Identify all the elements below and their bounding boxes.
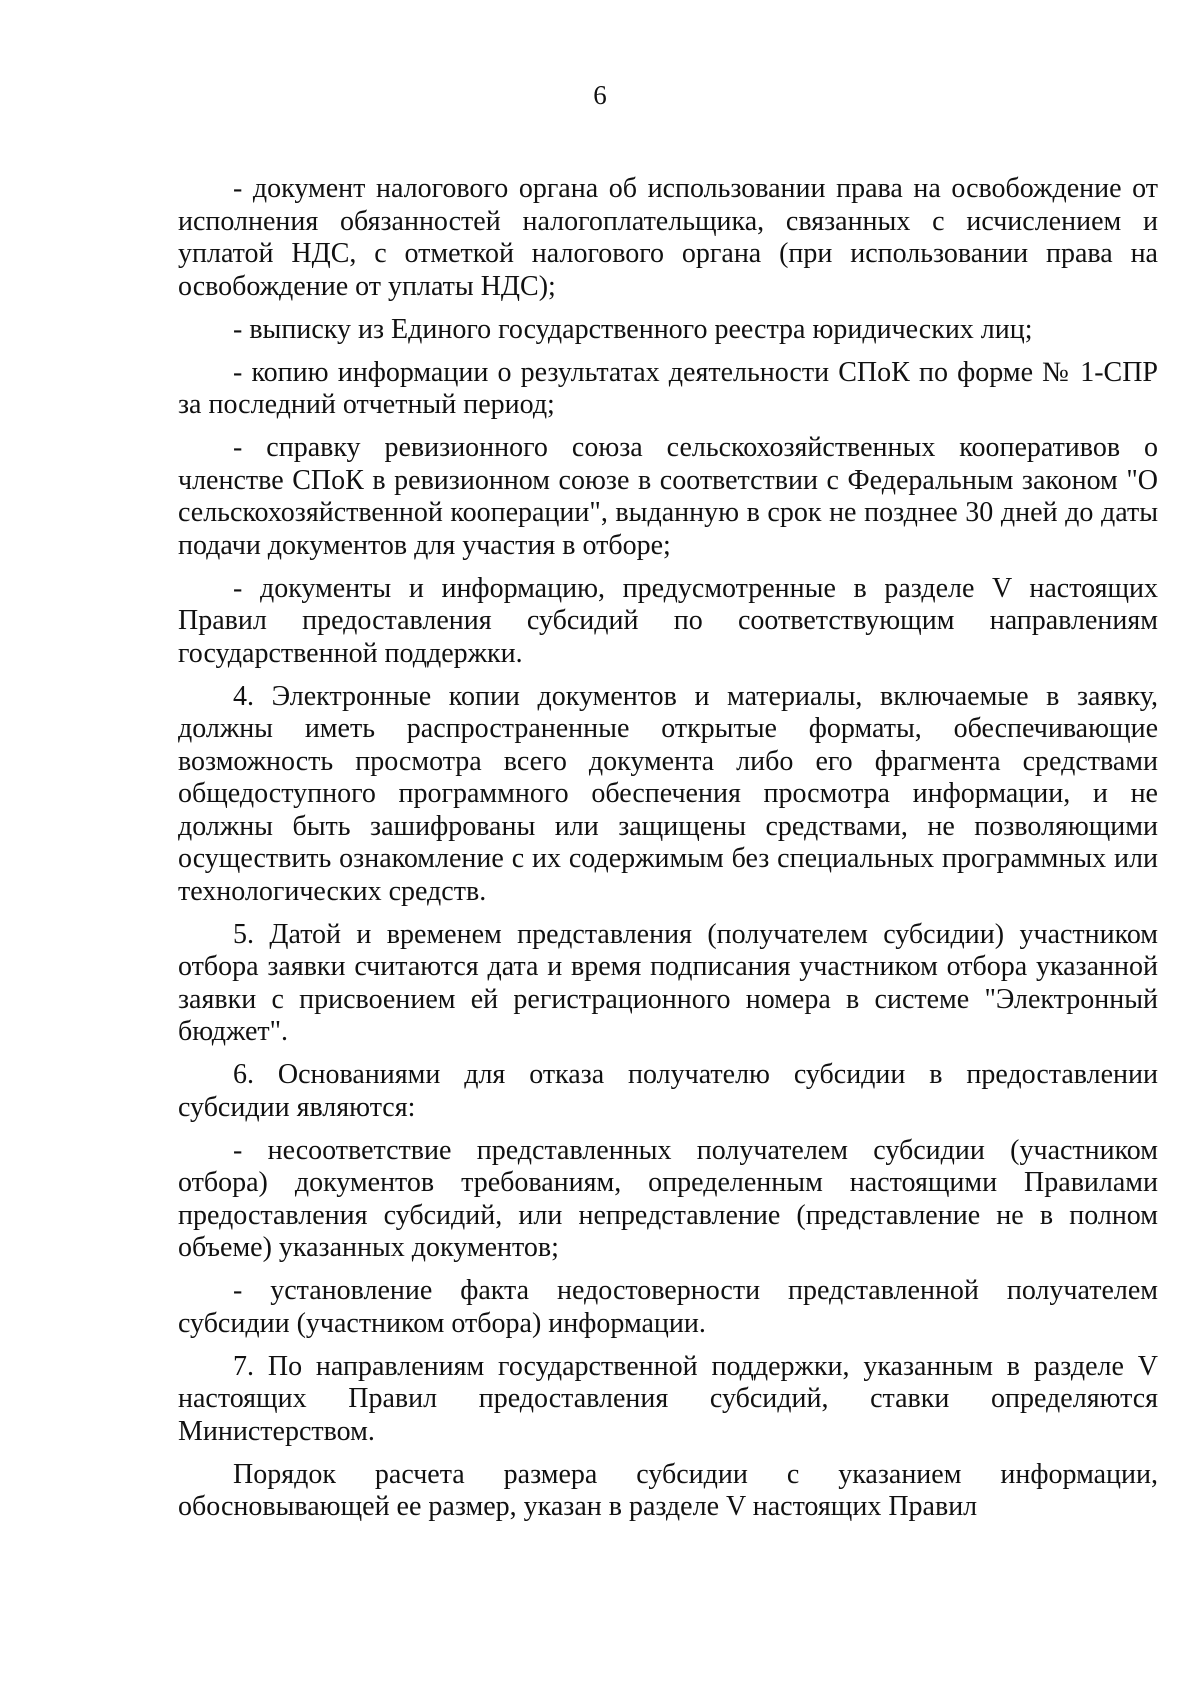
paragraph-item-6-refusal-grounds: 6. Основаниями для отказа получателю субсидии в предоставлении субсидии являются: bbox=[178, 1059, 1158, 1123]
paragraph-unreliable-information: - установление факта недостоверности представленной получателем субсидии (участником отбора) информации. bbox=[178, 1275, 1158, 1339]
paragraph-audit-union-certificate: - справку ревизионного союза сельскохозяйственных кооперативов о членстве СПоК в ревизионном союзе в соответствии с Федеральным законом "О сельскохозяйственной кооперации", выданную в срок не позднее 30 дней до даты подачи документов для участия в отборе; bbox=[178, 432, 1158, 561]
paragraph-documents-nonconformity: - несоответствие представленных получателем субсидии (участником отбора) документов требованиям, определенным настоящими Правилами предоставления субсидий, или непредставление (представление не в полном объеме) указанных документов; bbox=[178, 1134, 1158, 1263]
document-body bbox=[178, 173, 1158, 1534]
paragraph-item-4-electronic-copies: 4. Электронные копии документов и материалы, включаемые в заявку, должны иметь распространенные открытые форматы, обеспечивающие возможность просмотра всего документа либо его фрагмента средствами общедоступного программного обеспечения просмотра информации, и не должны быть зашифрованы или защищены средствами, не позволяющими осуществить ознакомление с их содержимым без специальных программных или технологических средств. bbox=[178, 680, 1158, 907]
paragraph-legal-entities-register-extract: - выписку из Единого государственного реестра юридических лиц; bbox=[233, 313, 1033, 345]
paragraph-spok-activity-report: - копию информации о результатах деятельности СПоК по форме № 1-СПР за последний отчетный период; bbox=[178, 356, 1158, 420]
paragraph-section-v-documents: - документы и информацию, предусмотренные в разделе V настоящих Правил предоставления субсидий по соответствующим направлениям государственной поддержки. bbox=[178, 572, 1158, 669]
paragraph-subsidy-calculation-order: Порядок расчета размера субсидии с указанием информации, обосновывающей ее размер, указан в разделе V настоящих Правил bbox=[178, 1458, 1158, 1522]
paragraph-tax-exemption-document: - документ налогового органа об использовании права на освобождение от исполнения обязанностей налогоплательщика, связанных с исчислением и уплатой НДС, с отметкой налогового органа (при использовании права на освобождение от уплаты НДС); bbox=[178, 173, 1158, 302]
page-number: 6 bbox=[593, 80, 607, 110]
paragraph-item-7-rates: 7. По направлениям государственной поддержки, указанным в разделе V настоящих Правил предоставления субсидий, ставки определяются Министерством. bbox=[178, 1350, 1158, 1447]
paragraph-item-5-submission-date: 5. Датой и временем представления (получателем субсидии) участником отбора заявки считаются дата и время подписания участником отбора указанной заявки с присвоением ей регистрационного номера в системе "Электронный бюджет". bbox=[178, 918, 1158, 1047]
